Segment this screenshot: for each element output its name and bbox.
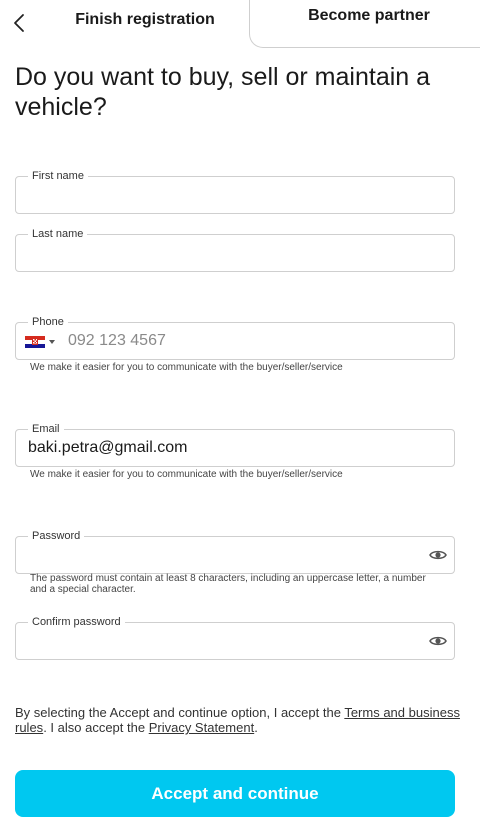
- header-tabs: [0, 0, 480, 50]
- legal-suffix: .: [254, 720, 258, 735]
- phone-label: Phone: [28, 315, 68, 329]
- password-field: [15, 530, 455, 574]
- show-confirm-password-button[interactable]: [428, 632, 448, 650]
- caret-down-icon: [49, 340, 55, 344]
- chevron-left-icon: [12, 13, 26, 33]
- eye-icon: [429, 635, 447, 647]
- back-button[interactable]: [6, 10, 32, 36]
- show-password-button[interactable]: [428, 546, 448, 564]
- confirm-password-input[interactable]: [28, 623, 414, 659]
- legal-middle: . I also accept the: [43, 720, 149, 735]
- last-name-field: [15, 228, 455, 272]
- first-name-label: First name: [28, 169, 88, 183]
- password-input[interactable]: [28, 537, 414, 573]
- legal-prefix: By selecting the Accept and continue option, I accept the: [15, 705, 345, 720]
- phone-field: [15, 316, 455, 360]
- tab-become-partner[interactable]: Become partner: [249, 0, 480, 48]
- password-hint: The password must contain at least 8 characters, including an uppercase letter, a number and a special character.: [30, 573, 426, 595]
- privacy-link[interactable]: Privacy Statement: [148, 720, 255, 735]
- email-label: Email: [28, 422, 64, 436]
- country-code-select[interactable]: [25, 335, 55, 349]
- password-label: Password: [28, 529, 84, 543]
- last-name-input[interactable]: [28, 235, 414, 271]
- tab-finish-registration[interactable]: Finish registration: [75, 11, 215, 28]
- phone-input[interactable]: [68, 323, 414, 359]
- email-hint: We make it easier for you to communicate with the buyer/seller/service: [30, 469, 343, 480]
- confirm-password-label: Confirm password: [28, 615, 125, 629]
- legal-text: [15, 705, 460, 735]
- croatia-flag-icon: [25, 336, 45, 348]
- last-name-label: Last name: [28, 227, 87, 241]
- terms-link[interactable]: Terms and business rules: [15, 705, 460, 735]
- email-input[interactable]: [28, 430, 414, 466]
- phone-hint: We make it easier for you to communicate with the buyer/seller/service: [30, 362, 343, 373]
- confirm-password-field: [15, 616, 455, 660]
- page-title: Do you want to buy, sell or maintain a vehicle?: [15, 63, 431, 121]
- first-name-input[interactable]: [28, 177, 414, 213]
- email-field: [15, 423, 455, 467]
- accept-and-continue-button[interactable]: Accept and continue: [15, 770, 455, 817]
- eye-icon: [429, 549, 447, 561]
- first-name-field: [15, 170, 455, 214]
